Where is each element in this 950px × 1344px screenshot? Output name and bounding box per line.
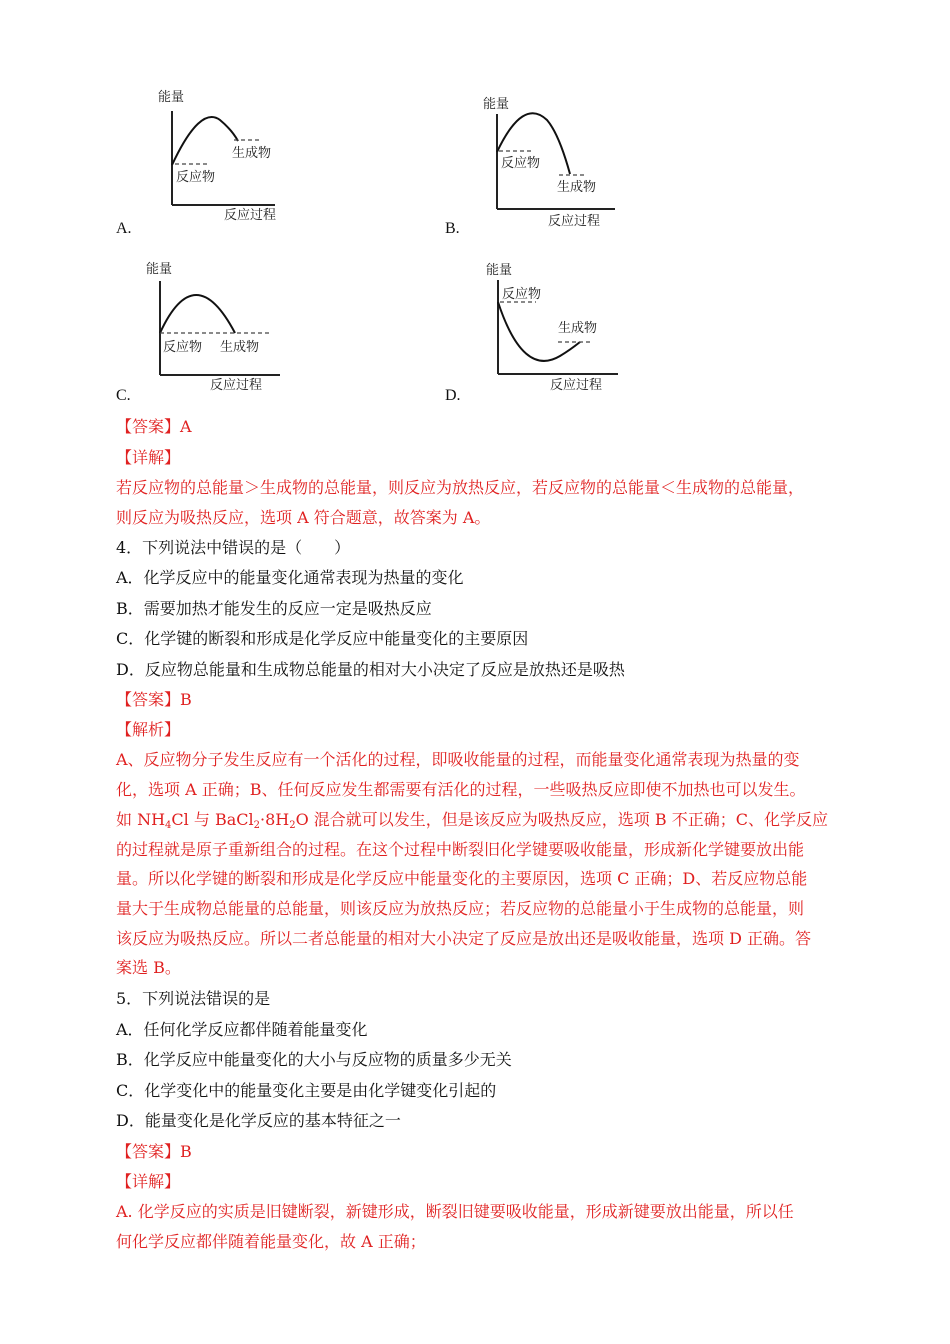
formula-part: Cl 与 BaCl bbox=[171, 810, 254, 829]
q4-analysis-head: 【解析】 bbox=[116, 720, 181, 739]
q3-detail-line: 若反应物的总能量＞生成物的总能量，则反应为放热反应，若反应物的总能量＜生成物的总能量， bbox=[116, 478, 805, 497]
energy-diagram-d bbox=[478, 258, 628, 398]
q4-analysis-line: 量。所以化学键的断裂和形成是化学反应中能量变化的主要原因，选项 C 正确；D、若反应物总能 bbox=[116, 869, 808, 888]
energy-label: 能量 bbox=[486, 263, 513, 278]
option-label-d: D. bbox=[445, 387, 461, 404]
q4-analysis-line: 该反应为吸热反应。所以二者总能量的相对大小决定了反应是放出还是吸收能量，选项 D 正确。答 bbox=[116, 929, 812, 948]
q5-detail-line: 何化学反应都伴随着能量变化，故 A 正确； bbox=[116, 1232, 426, 1251]
q3-answer: 【答案】A bbox=[116, 417, 192, 436]
process-label: 反应过程 bbox=[210, 378, 263, 393]
energy-diagram-b bbox=[475, 92, 625, 232]
q5-answer: 【答案】B bbox=[116, 1142, 192, 1161]
q4-answer: 【答案】B bbox=[116, 690, 192, 709]
subscript: 2 bbox=[253, 820, 260, 831]
q5-option-a: A．任何化学反应都伴随着能量变化 bbox=[116, 1020, 368, 1039]
reactant-label: 反应物 bbox=[176, 170, 216, 185]
formula-part: 如 NH bbox=[116, 810, 166, 829]
q4-analysis-line: A、反应物分子发生反应有一个活化的过程，即吸收能量的过程，而能量变化通常表现为热量的变 bbox=[116, 750, 800, 769]
energy-diagram-a bbox=[150, 85, 290, 225]
option-label-c: C. bbox=[116, 387, 131, 404]
energy-diagram-c bbox=[140, 257, 290, 397]
product-label: 生成物 bbox=[220, 340, 260, 355]
q5-detail-line: A. 化学反应的实质是旧键断裂，新键形成，断裂旧键要吸收能量，形成新键要放出能量，所以任 bbox=[116, 1202, 794, 1221]
option-label-b: B. bbox=[445, 220, 460, 237]
q3-detail-line: 则反应为吸热反应，选项 A 符合题意，故答案为 A。 bbox=[116, 508, 491, 527]
q4-analysis-line: 的过程就是原子重新组合的过程。在这个过程中断裂旧化学键要吸收能量，形成新化学键要放出能 bbox=[116, 840, 805, 859]
q3-detail-head: 【详解】 bbox=[116, 448, 181, 467]
product-label: 生成物 bbox=[557, 180, 597, 195]
q4-question: 4．下列说法中错误的是（ ） bbox=[116, 538, 351, 557]
process-label: 反应过程 bbox=[224, 208, 277, 223]
reactant-label: 反应物 bbox=[163, 340, 203, 355]
process-label: 反应过程 bbox=[548, 214, 601, 229]
q5-option-c: C．化学变化中的能量变化主要是由化学键变化引起的 bbox=[116, 1081, 497, 1100]
q4-analysis-line: 化，选项 A 正确；B、任何反应发生都需要有活化的过程，一些吸热反应即使不加热也可以发生。 bbox=[116, 780, 806, 799]
formula-part: ·8H bbox=[260, 810, 290, 829]
q4-option-c: C．化学键的断裂和形成是化学反应中能量变化的主要原因 bbox=[116, 629, 529, 648]
subscript: 4 bbox=[165, 820, 172, 831]
energy-label: 能量 bbox=[158, 90, 185, 105]
product-label: 生成物 bbox=[232, 146, 272, 161]
energy-curve bbox=[172, 117, 238, 165]
energy-label: 能量 bbox=[483, 97, 510, 112]
option-label-a: A. bbox=[116, 220, 132, 237]
energy-curve bbox=[160, 295, 235, 333]
q4-option-a: A．化学反应中的能量变化通常表现为热量的变化 bbox=[116, 568, 464, 587]
q5-question: 5．下列说法错误的是 bbox=[116, 989, 271, 1008]
q4-option-d: D．反应物总能量和生成物总能量的相对大小决定了反应是放热还是吸热 bbox=[116, 660, 625, 679]
q5-detail-head: 【详解】 bbox=[116, 1172, 181, 1191]
reactant-label: 反应物 bbox=[502, 287, 542, 302]
q4-analysis-line: 量大于生成物总能量的总能量，则该反应为放热反应；若反应物的总能量小于生成物的总能量，则 bbox=[116, 899, 805, 918]
q4-analysis-line: 案选 B。 bbox=[116, 958, 181, 977]
subscript: 2 bbox=[289, 820, 296, 831]
q4-analysis-formula-line bbox=[116, 810, 828, 836]
reactant-label: 反应物 bbox=[501, 156, 541, 171]
formula-part: O 混合就可以发生，但是该反应为吸热反应，选项 B 不正确；C、化学反应 bbox=[295, 810, 828, 829]
q5-option-d: D．能量变化是化学反应的基本特征之一 bbox=[116, 1111, 401, 1130]
q4-option-b: B．需要加热才能发生的反应一定是吸热反应 bbox=[116, 599, 432, 618]
energy-label: 能量 bbox=[146, 262, 173, 277]
product-label: 生成物 bbox=[558, 321, 598, 336]
q5-option-b: B．化学反应中能量变化的大小与反应物的质量多少无关 bbox=[116, 1050, 512, 1069]
process-label: 反应过程 bbox=[550, 378, 603, 393]
